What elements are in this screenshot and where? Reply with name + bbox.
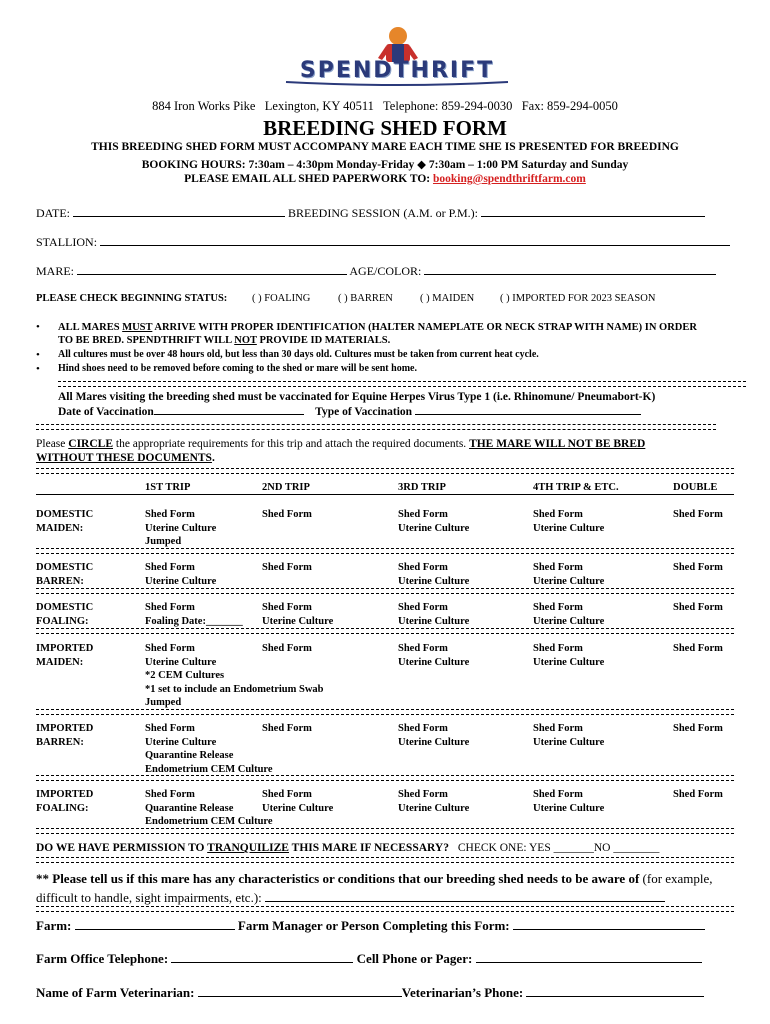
manager-field[interactable] — [513, 929, 705, 930]
requirement-item[interactable]: Shed Form — [673, 723, 723, 734]
row-category: DOMESTIC — [36, 562, 94, 573]
requirement-item[interactable]: Shed Form — [262, 602, 312, 613]
bullet1-must: MUST — [122, 322, 153, 333]
requirement-item[interactable]: Uterine Culture — [533, 575, 605, 587]
tranq-word: TRANQUILIZE — [207, 842, 289, 854]
table-header-row — [36, 480, 734, 495]
requirement-item[interactable]: Shed Form — [533, 509, 583, 520]
header-1st-trip: 1ST TRIP — [145, 482, 191, 493]
row-category: IMPORTED — [36, 789, 94, 800]
bullet1-text-c: TO BE BRED. SPENDTHRIFT WILL — [58, 335, 235, 346]
tranq-text-b: THIS MARE IF NECESSARY? — [288, 842, 449, 854]
row-category: BARREN: — [36, 736, 84, 748]
row-divider — [36, 775, 734, 781]
spendthrift-logo — [282, 22, 512, 92]
status-maiden[interactable]: ( ) MAIDEN — [420, 293, 475, 304]
cell-label: Cell Phone or Pager: — [356, 951, 473, 966]
requirement-item[interactable]: Shed Form — [262, 509, 312, 520]
circle-text-a: Please — [36, 438, 69, 450]
row-divider — [36, 628, 734, 634]
mare-label: MARE: — [36, 264, 75, 278]
office-tel-field[interactable] — [171, 962, 353, 963]
session-field[interactable] — [481, 216, 705, 217]
row-category: FOALING: — [36, 615, 89, 627]
requirement-item[interactable]: Endometrium CEM Culture — [145, 763, 273, 775]
requirement-item[interactable]: Foaling Date:_______ — [145, 615, 243, 627]
requirement-item[interactable]: Uterine Culture — [145, 736, 217, 748]
vaccine-notice: All Mares visiting the breeding shed must be vaccinated for Equine Herpes Virus Type 1 (i.e. Rhinomune/ Pneumabort-K) — [58, 391, 656, 403]
requirement-item[interactable]: Uterine Culture — [145, 656, 217, 668]
session-label: BREEDING SESSION (A.M. or P.M.): — [288, 206, 479, 220]
row-divider — [36, 548, 734, 554]
requirement-item[interactable]: Shed Form — [673, 643, 723, 654]
row-category: IMPORTED — [36, 723, 94, 734]
requirement-item[interactable]: Shed Form — [673, 562, 723, 573]
warning-text: THE MARE WILL NOT BE BRED — [469, 438, 646, 450]
divider — [36, 857, 734, 863]
mare-row — [36, 264, 716, 279]
header-double: DOUBLE — [673, 482, 718, 493]
requirement-item[interactable]: Shed Form — [145, 562, 195, 573]
status-row — [36, 293, 227, 304]
bullet1-not: NOT — [234, 335, 257, 346]
requirement-item[interactable]: *2 CEM Cultures — [145, 670, 225, 681]
header-3rd-trip: 3RD TRIP — [398, 482, 446, 493]
circle-text-b: the appropriate requirements for this trip and attach the required documents. — [113, 438, 470, 450]
divider — [58, 381, 746, 387]
requirement-item[interactable]: Shed Form — [145, 723, 195, 734]
row-category: DOMESTIC — [36, 509, 94, 520]
tranquilize-row — [36, 842, 659, 854]
requirement-item[interactable]: Shed Form — [398, 643, 448, 654]
requirement-item[interactable]: Uterine Culture — [145, 575, 217, 587]
requirement-item[interactable]: Shed Form — [533, 562, 583, 573]
bullet-hind-shoes: Hind shoes need to be removed before coming to the shed or mare will be sent home. — [58, 363, 417, 374]
vet-phone-field[interactable] — [526, 996, 704, 997]
requirement-item[interactable]: Uterine Culture — [533, 802, 605, 814]
vaccination-type-field[interactable] — [415, 414, 641, 415]
stallion-field[interactable] — [100, 245, 730, 246]
requirement-item[interactable]: Shed Form — [145, 509, 195, 520]
requirement-item[interactable]: Uterine Culture — [398, 575, 470, 587]
characteristics-bold: ** Please tell us if this mare has any characteristics or conditions that our breeding shed needs to be aware of — [36, 871, 640, 886]
requirement-item[interactable]: Uterine Culture — [398, 736, 470, 748]
stallion-row — [36, 235, 730, 250]
vet-label: Name of Farm Veterinarian: — [36, 985, 195, 1000]
bullet-id-requirement — [58, 321, 758, 347]
age-color-field[interactable] — [424, 274, 716, 275]
requirement-item[interactable]: Shed Form — [145, 602, 195, 613]
warning-text-2: WITHOUT THESE DOCUMENTS — [36, 452, 212, 464]
farm-row — [36, 918, 705, 934]
brand-wordmark: SPENDTHRIFT — [299, 58, 495, 83]
vet-field[interactable] — [198, 996, 402, 997]
vet-row — [36, 985, 704, 1001]
requirement-item[interactable]: Quarantine Release — [145, 802, 234, 814]
requirement-item[interactable]: Shed Form — [398, 562, 448, 573]
requirement-item[interactable]: Endometrium CEM Culture — [145, 816, 273, 827]
requirement-item[interactable]: Shed Form — [398, 789, 448, 800]
status-label: PLEASE CHECK BEGINNING STATUS: — [36, 293, 228, 304]
notice-line1: THIS BREEDING SHED FORM MUST ACCOMPANY MARE EACH TIME SHE IS PRESENTED FOR BREEDING — [91, 141, 679, 153]
row-category: MAIDEN: — [36, 522, 84, 534]
characteristics-field[interactable] — [265, 901, 665, 902]
farm-label: Farm: — [36, 918, 72, 933]
characteristics — [36, 869, 766, 907]
row-category: IMPORTED — [36, 643, 94, 654]
row-category: FOALING: — [36, 802, 89, 814]
requirement-item[interactable]: Shed Form — [262, 789, 312, 800]
circle-word: CIRCLE — [68, 438, 113, 450]
divider — [36, 424, 716, 430]
requirement-item[interactable]: Uterine Culture — [533, 736, 605, 748]
vaccination-type-label: Type of Vaccination — [315, 406, 413, 418]
tranq-text-a: DO WE HAVE PERMISSION TO — [36, 842, 208, 854]
requirement-item[interactable]: Shed Form — [262, 562, 312, 573]
requirement-item[interactable]: Uterine Culture — [398, 656, 470, 668]
divider — [36, 906, 734, 912]
requirement-item[interactable]: Shed Form — [673, 602, 723, 613]
vet-phone-label: Veterinarian’s Phone: — [401, 985, 524, 1000]
date-row — [36, 206, 705, 221]
email-label: PLEASE EMAIL ALL SHED PAPERWORK TO: — [184, 173, 431, 185]
divider — [36, 468, 734, 474]
hours-weekday: BOOKING HOURS: 7:30am – 4:30pm Monday-Friday — [141, 159, 415, 171]
requirement-item[interactable]: Uterine Culture — [398, 522, 470, 534]
row-category: DOMESTIC — [36, 602, 94, 613]
requirement-item[interactable]: Uterine Culture — [262, 802, 334, 814]
requirement-item[interactable]: Shed Form — [533, 602, 583, 613]
warning-dot: . — [211, 452, 215, 464]
characteristics-normal: (for example, — [639, 871, 713, 886]
requirement-item[interactable]: Uterine Culture — [262, 615, 334, 627]
bullet1-text-d: PROVIDE ID MATERIALS. — [256, 335, 391, 346]
bullet1-text-b: ARRIVE WITH PROPER IDENTIFICATION (HALTER NAMEPLATE OR NECK STRAP WITH NAME) IN ORDER — [152, 322, 697, 333]
status-barren[interactable]: ( ) BARREN — [338, 293, 393, 304]
requirement-item[interactable]: Shed Form — [262, 723, 312, 734]
requirement-item[interactable]: Shed Form — [533, 643, 583, 654]
address-line: 884 Iron Works Pike Lexington, KY 40511 Telephone: 859-294-0030 Fax: 859-294-0050 — [152, 99, 618, 113]
bullet-icon: • — [36, 363, 40, 375]
characteristics-line2: difficult to handle, sight impairments, etc.): — [36, 890, 262, 905]
row-divider — [36, 828, 734, 834]
requirement-item[interactable]: Uterine Culture — [398, 802, 470, 814]
status-imported[interactable]: ( ) IMPORTED FOR 2023 SEASON — [500, 293, 656, 304]
tranq-check[interactable]: CHECK ONE: YES _______NO ________ — [457, 842, 660, 854]
circle-instructions — [36, 437, 748, 465]
date-field[interactable] — [73, 216, 285, 217]
requirement-item[interactable]: *1 set to include an Endometrium Swab — [145, 683, 324, 695]
booking-hours — [0, 157, 770, 171]
requirement-item[interactable]: Shed Form — [673, 789, 723, 800]
requirement-item[interactable]: Quarantine Release — [145, 750, 234, 761]
requirement-item[interactable]: Shed Form — [145, 643, 195, 654]
manager-label: Farm Manager or Person Completing this Form: — [237, 918, 510, 933]
header-4th-trip: 4TH TRIP & ETC. — [533, 482, 619, 493]
row-divider — [36, 709, 734, 715]
requirement-item[interactable]: Uterine Culture — [533, 522, 605, 534]
bullet-cultures: All cultures must be over 48 hours old, but less than 30 days old. Cultures must be taken from current heat cycle. — [58, 349, 539, 360]
bullet-icon: • — [36, 321, 40, 333]
vaccine-row — [58, 406, 641, 418]
mare-field[interactable] — [77, 274, 347, 275]
requirement-item[interactable]: Jumped — [145, 697, 182, 708]
office-phone-row — [36, 951, 702, 967]
farm-field[interactable] — [75, 929, 235, 930]
requirement-item[interactable]: Shed Form — [398, 723, 448, 734]
office-tel-label: Farm Office Telephone: — [36, 951, 169, 966]
age-color-label: AGE/COLOR: — [349, 264, 422, 278]
row-category: BARREN: — [36, 575, 84, 587]
row-category: MAIDEN: — [36, 656, 84, 668]
bullet-icon: • — [36, 349, 40, 361]
requirement-item[interactable]: Shed Form — [398, 509, 448, 520]
requirement-item[interactable]: Shed Form — [398, 602, 448, 613]
requirement-item[interactable]: Uterine Culture — [533, 656, 605, 668]
status-foaling[interactable]: ( ) FOALING — [252, 293, 311, 304]
hours-weekend: 7:30am – 1:00 PM Saturday and Sunday — [428, 159, 629, 171]
page-title: BREEDING SHED FORM — [263, 116, 507, 140]
requirement-item[interactable]: Uterine Culture — [533, 615, 605, 627]
header-2nd-trip: 2ND TRIP — [262, 482, 310, 493]
bullet1-text-a: ALL MARES — [58, 322, 123, 333]
email-line — [0, 173, 770, 185]
date-label: DATE: — [36, 206, 70, 220]
requirement-item[interactable]: Uterine Culture — [398, 615, 470, 627]
requirement-item[interactable]: Shed Form — [533, 723, 583, 734]
requirement-item[interactable]: Uterine Culture — [145, 522, 217, 534]
vaccination-date-field[interactable] — [154, 414, 304, 415]
email-link[interactable]: booking@spendthriftfarm.com — [432, 173, 586, 185]
diamond-icon: ◆ — [417, 159, 426, 171]
requirement-item[interactable]: Shed Form — [262, 643, 312, 654]
cell-field[interactable] — [476, 962, 702, 963]
stallion-label: STALLION: — [36, 235, 98, 249]
requirement-item[interactable]: Jumped — [145, 536, 182, 547]
requirement-item[interactable]: Shed Form — [533, 789, 583, 800]
vaccination-date-label: Date of Vaccination — [58, 406, 154, 418]
requirement-item[interactable]: Shed Form — [145, 789, 195, 800]
row-divider — [36, 588, 734, 594]
requirement-item[interactable]: Shed Form — [673, 509, 723, 520]
